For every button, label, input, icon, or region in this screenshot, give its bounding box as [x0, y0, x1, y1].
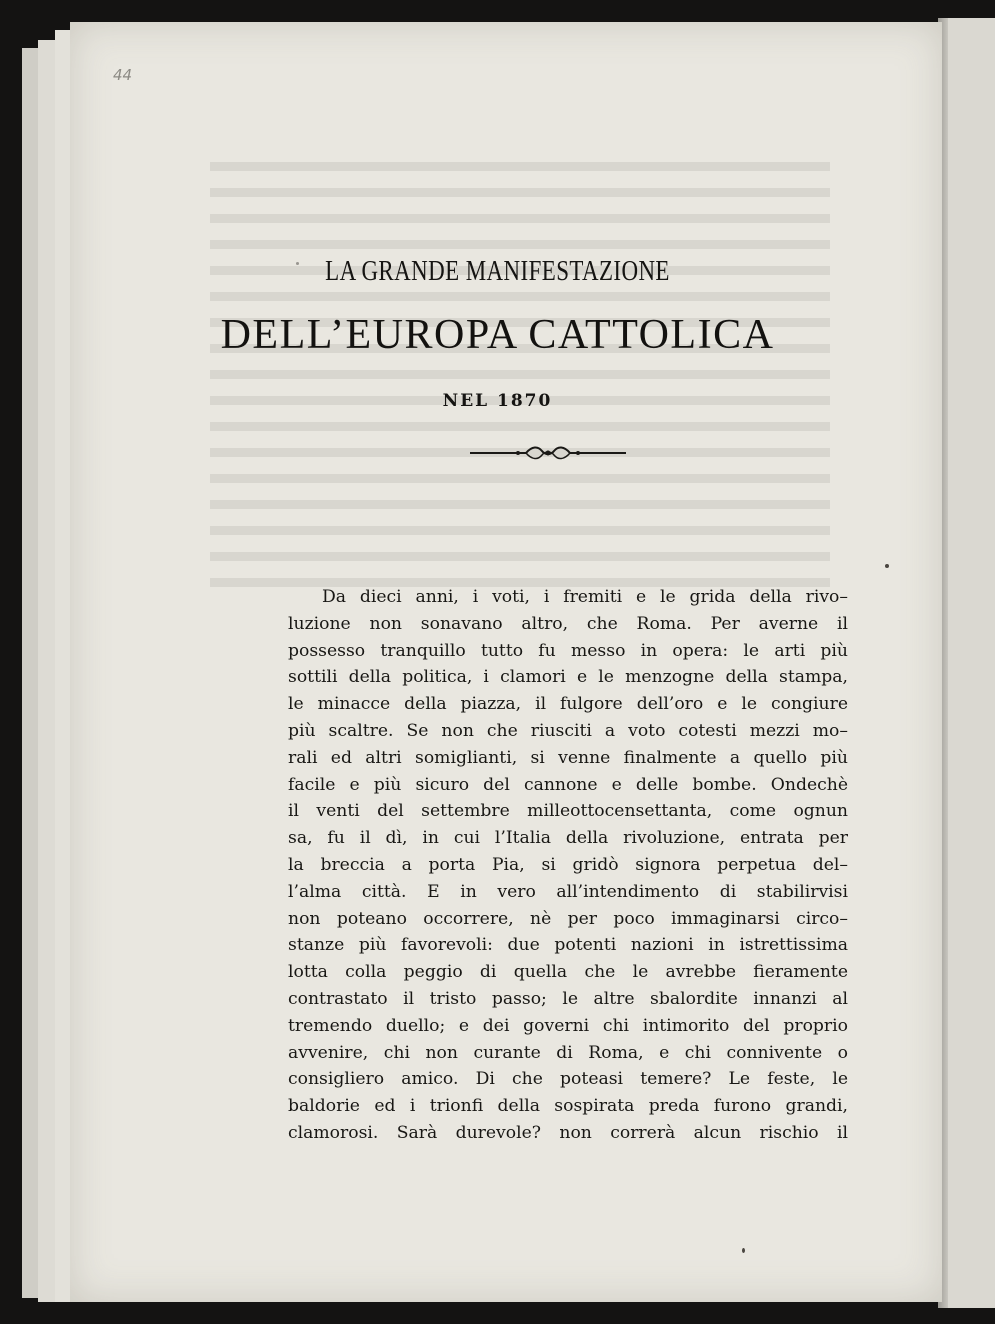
- body-line: tremendo duello; e dei governi chi intimorito del proprio: [288, 1015, 848, 1036]
- page-title: DELL’EUROPA CATTOLICA: [220, 312, 775, 358]
- body-line: l’alma città. E in vero all’intendimento di stabilirvisi: [288, 881, 848, 902]
- neighbor-page-edge: [945, 18, 995, 1308]
- body-line: contrastato il tristo passo; le altre sbalordite innanzi al: [288, 988, 848, 1009]
- body-line: il venti del settembre milleottocensettanta, come ognun: [288, 801, 848, 822]
- body-line: consigliero amico. Di che poteasi temere? Le feste, le: [288, 1069, 848, 1090]
- body-line: non poteano occorrere, nè per poco immaginarsi circo–: [288, 908, 848, 929]
- paper-speck: [885, 564, 889, 568]
- body-line: baldorie ed i trionfi della sospirata preda furono grandi,: [288, 1096, 848, 1117]
- body-line: clamorosi. Sarà durevole? non correrà alcun rischio il: [288, 1122, 848, 1143]
- body-line: stanze più favorevoli: due potenti nazioni in istrettissima: [288, 935, 848, 956]
- body-line: possesso tranquillo tutto fu messo in opera: le arti più: [288, 640, 848, 661]
- body-line: più scaltre. Se non che riusciti a voto cotesti mezzi mo–: [288, 720, 848, 741]
- body-paragraph: [288, 584, 848, 1147]
- heading-year: NEL 1870: [442, 391, 553, 411]
- page-number: 44: [113, 66, 133, 84]
- body-line: lotta colla peggio di quella che le avrebbe fieramente: [288, 962, 848, 983]
- body-line: rali ed altri somiglianti, si venne finalmente a quello più: [288, 747, 848, 768]
- body-line: facile e più sicuro del cannone e delle bombe. Ondechè: [288, 774, 848, 795]
- paper-speck: [296, 262, 299, 265]
- heading-line-1: LA GRANDE MANIFESTAZIONE: [325, 256, 670, 287]
- body-line: la breccia a porta Pia, si gridò signora perpetua del–: [288, 854, 848, 875]
- body-line: Da dieci anni, i voti, i fremiti e le grida della rivo–: [322, 587, 848, 607]
- bleed-through-texture: [210, 145, 830, 587]
- paper-speck: [742, 1248, 745, 1253]
- body-line: luzione non sonavano altro, che Roma. Per averne il: [288, 613, 848, 634]
- decorative-rule-icon: [468, 442, 628, 464]
- body-line: sa, fu il dì, in cui l’Italia della rivoluzione, entrata per: [288, 828, 848, 849]
- body-line: avvenire, chi non curante di Roma, e chi connivente o: [288, 1042, 848, 1063]
- body-line: le minacce della piazza, il fulgore dell’oro e le congiure: [288, 694, 848, 715]
- body-line: sottili della politica, i clamori e le menzogne della stampa,: [288, 667, 848, 688]
